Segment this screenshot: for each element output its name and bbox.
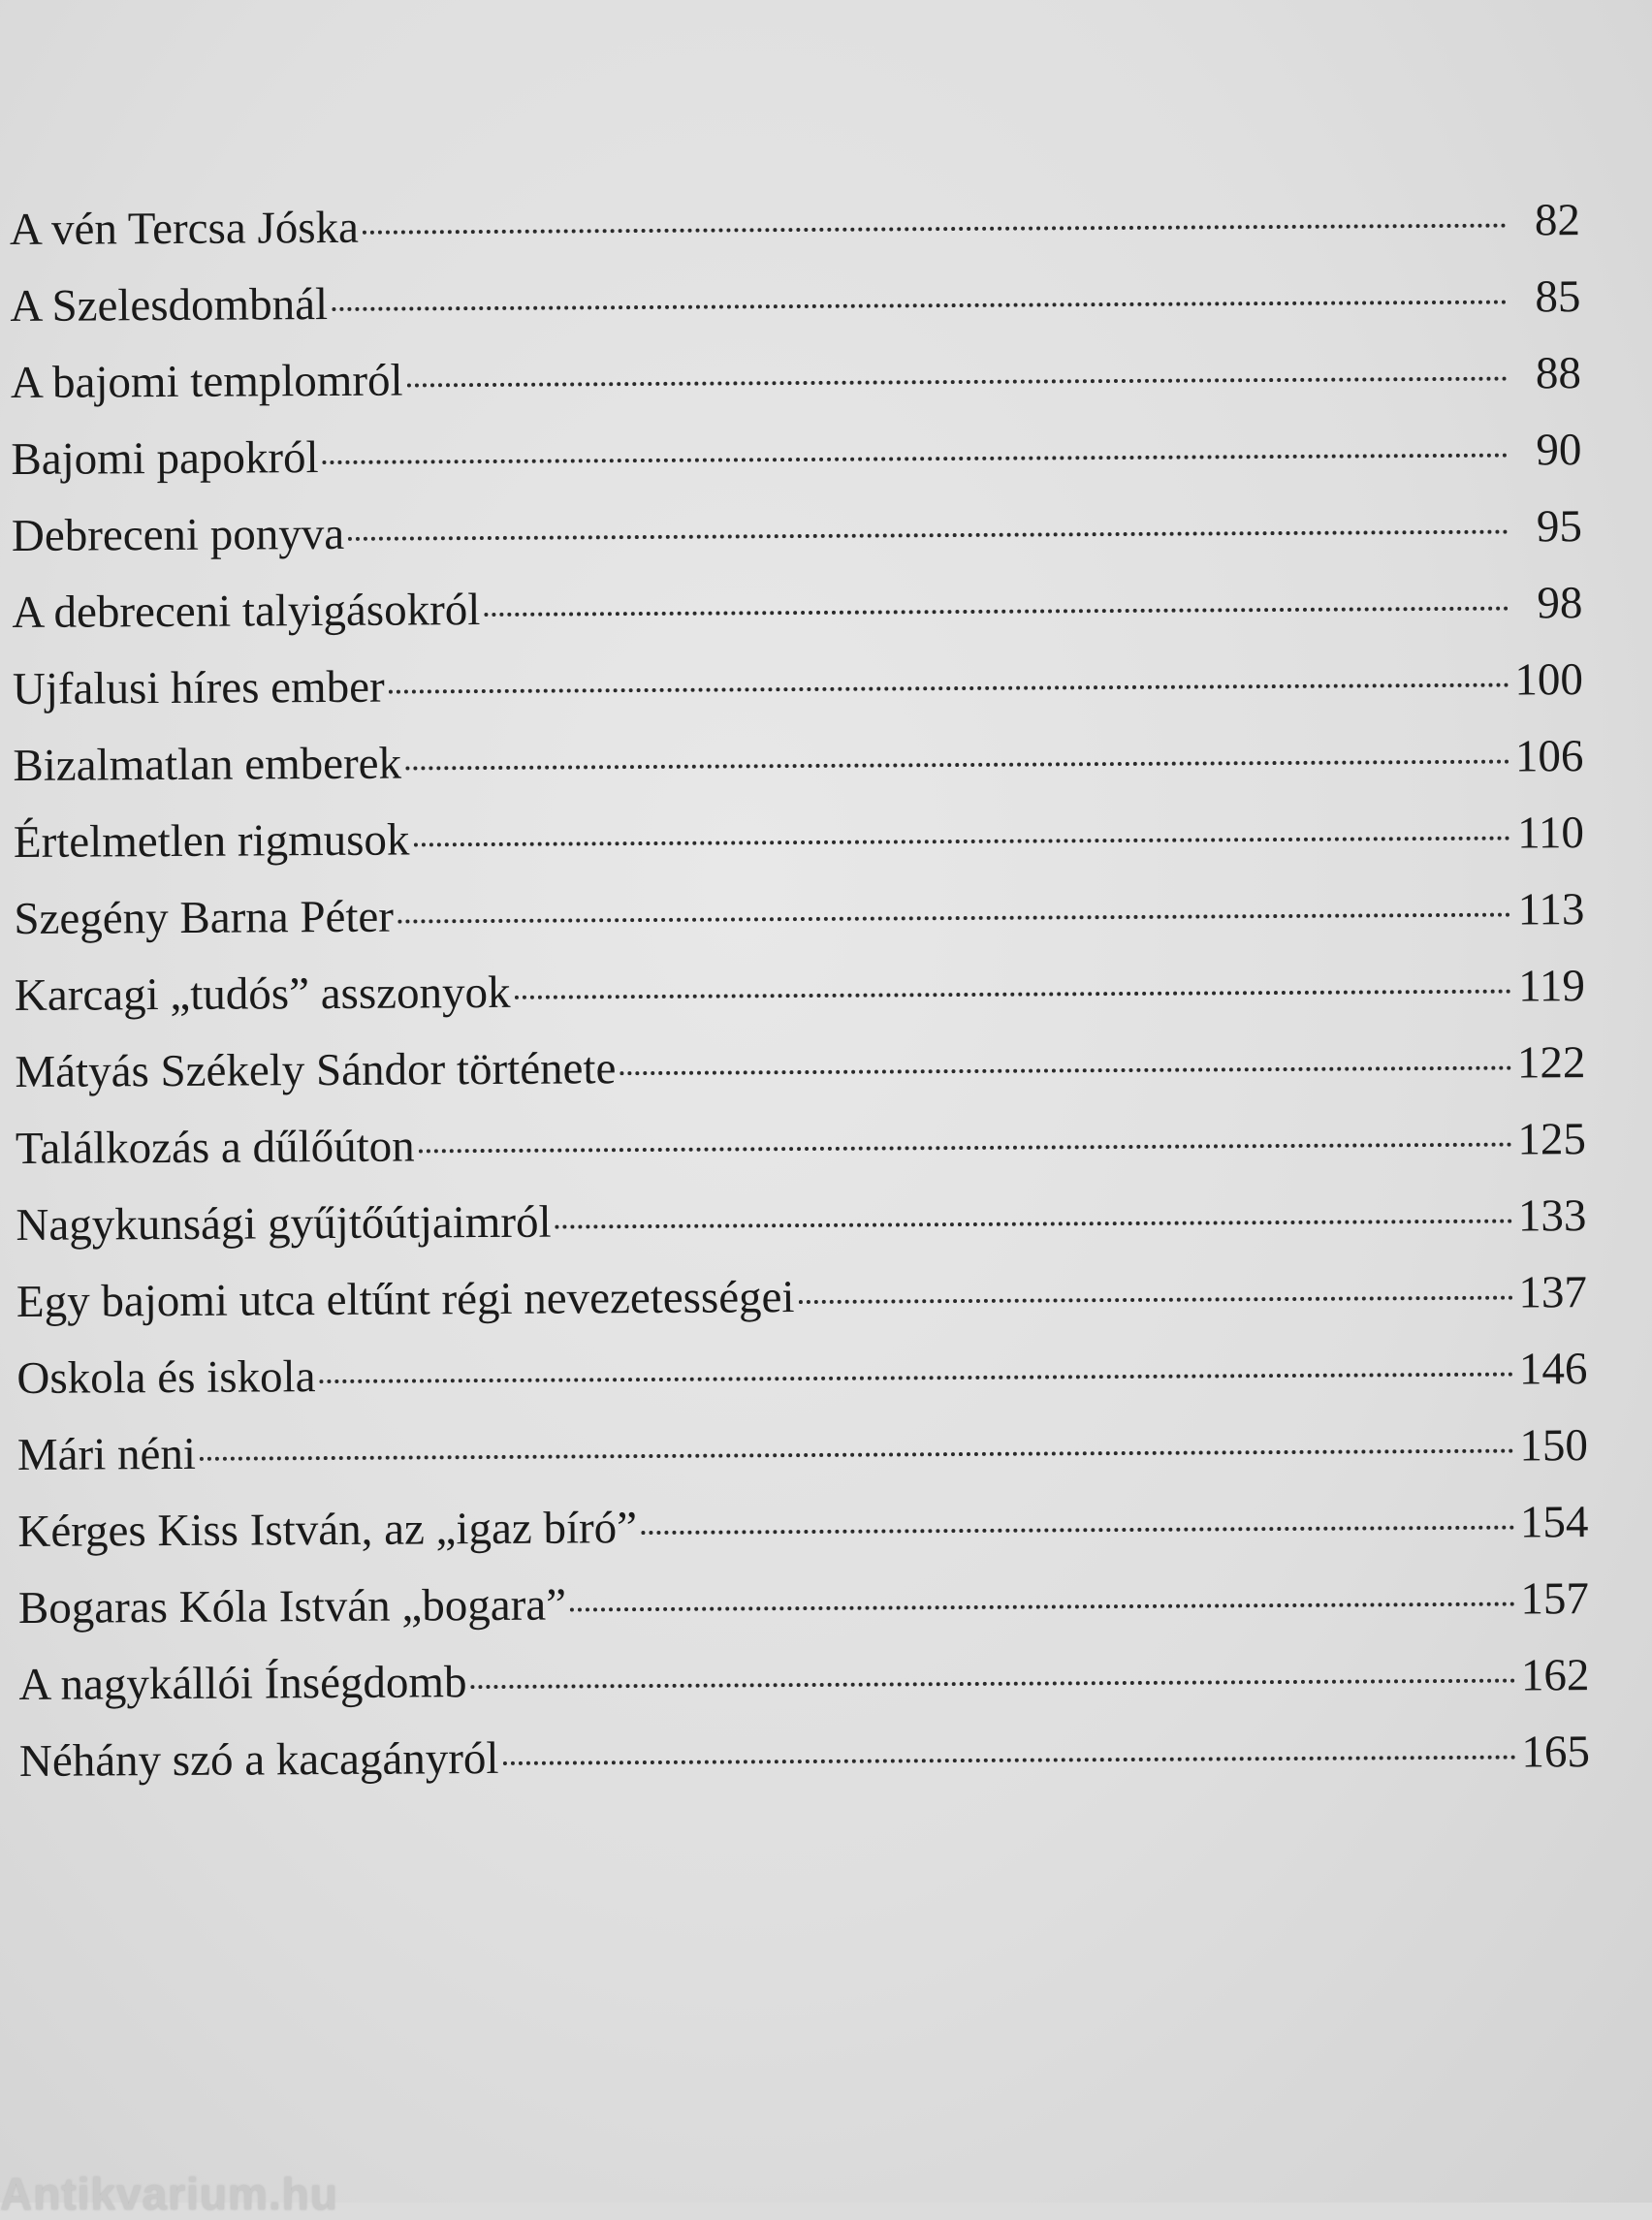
toc-entry: [11, 424, 1581, 510]
toc-entry-page: 157: [1520, 1573, 1590, 1625]
dot-leader: [389, 683, 1509, 694]
toc-entry-title: Debreceni ponyva: [11, 508, 345, 561]
dot-leader: [397, 913, 1510, 924]
toc-entry-title: Kérges Kiss István, az „igaz bíró”: [17, 1503, 638, 1557]
toc-entry: [17, 1496, 1588, 1582]
toc-entry-title: Szegény Barna Péter: [14, 891, 395, 944]
toc-entry: [15, 1036, 1585, 1123]
table-of-contents: [9, 195, 1591, 1812]
dot-leader: [200, 1449, 1513, 1461]
toc-entry-page: 85: [1535, 271, 1581, 323]
toc-entry-title: Mátyás Székely Sándor története: [15, 1043, 617, 1097]
toc-entry-title: Ujfalusi híres ember: [12, 661, 385, 714]
toc-entry-title: Találkozás a dűlőúton: [15, 1121, 415, 1174]
toc-entry-page: 165: [1521, 1727, 1591, 1778]
toc-entry-page: 137: [1518, 1267, 1588, 1318]
toc-entry: [19, 1726, 1590, 1812]
toc-entry-page: 125: [1517, 1114, 1587, 1165]
toc-entry-page: 150: [1519, 1420, 1589, 1472]
dot-leader: [419, 1143, 1512, 1154]
toc-entry-page: 146: [1518, 1344, 1588, 1395]
toc-entry: [18, 1649, 1589, 1735]
dot-leader: [413, 837, 1509, 847]
toc-entry-page: 82: [1534, 195, 1581, 246]
toc-entry-page: 162: [1520, 1650, 1590, 1701]
dot-leader: [332, 301, 1507, 311]
toc-entry-title: Bajomi papokról: [11, 432, 319, 485]
toc-entry-title: Bogaras Kóla István „bogara”: [17, 1579, 567, 1633]
toc-entry: [12, 500, 1582, 587]
watermark: Antikvarium.hu: [0, 2169, 338, 2219]
toc-entry-title: A bajomi templomról: [10, 355, 403, 408]
dot-leader: [515, 990, 1511, 999]
dot-leader: [799, 1296, 1513, 1305]
toc-entry-page: 113: [1517, 884, 1585, 936]
toc-entry: [12, 577, 1582, 663]
toc-entry: [18, 1572, 1589, 1659]
toc-entry-page: 95: [1536, 501, 1583, 553]
toc-entry-title: A debreceni talyigásokról: [12, 585, 481, 638]
dot-leader: [620, 1066, 1511, 1076]
toc-entry: [14, 807, 1584, 893]
toc-entry: [13, 730, 1583, 816]
toc-entry-page: 100: [1514, 654, 1584, 706]
dot-leader: [407, 377, 1508, 388]
toc-entry: [16, 1266, 1587, 1352]
dot-leader: [556, 1220, 1512, 1229]
toc-entry-page: 110: [1516, 808, 1585, 859]
toc-entry-page: 122: [1516, 1037, 1586, 1089]
dot-leader: [323, 454, 1509, 464]
toc-entry-page: 106: [1514, 731, 1584, 782]
toc-entry: [14, 883, 1584, 969]
toc-entry: [15, 960, 1585, 1046]
toc-entry: [13, 653, 1583, 740]
dot-leader: [471, 1679, 1515, 1690]
toc-entry-page: 133: [1517, 1190, 1587, 1242]
dot-leader: [484, 607, 1509, 617]
dot-leader: [348, 530, 1509, 541]
toc-entry-page: 90: [1536, 425, 1582, 476]
toc-entry-page: 119: [1517, 961, 1586, 1012]
toc-entry-title: A nagykállói Ínségdomb: [18, 1657, 467, 1710]
toc-entry-title: Oskola és iskola: [16, 1351, 316, 1404]
dot-leader: [641, 1526, 1514, 1536]
dot-leader: [405, 760, 1509, 771]
toc-entry: [10, 270, 1580, 357]
dot-leader: [503, 1756, 1516, 1765]
dot-leader: [320, 1373, 1513, 1384]
toc-entry: [11, 347, 1581, 433]
toc-entry-title: Karcagi „tudós” asszonyok: [14, 967, 511, 1021]
toc-entry-page: 154: [1519, 1497, 1589, 1548]
toc-entry-title: Nagykunsági gyűjtőútjaimról: [16, 1196, 552, 1251]
toc-entry: [16, 1113, 1586, 1199]
toc-entry: [16, 1189, 1586, 1276]
toc-entry-title: A Szelesdombnál: [10, 278, 329, 332]
toc-entry-page: 98: [1537, 578, 1583, 629]
dot-leader: [570, 1602, 1514, 1612]
toc-entry: [17, 1419, 1588, 1506]
toc-entry: [10, 194, 1580, 280]
dot-leader: [363, 224, 1507, 235]
toc-entry-title: Egy bajomi utca eltűnt régi nevezetességei: [16, 1272, 795, 1327]
toc-entry-title: Néhány szó a kacagányról: [18, 1732, 499, 1787]
toc-entry-title: Értelmetlen rigmusok: [13, 814, 410, 868]
toc-entry-title: Mári néni: [16, 1428, 197, 1480]
toc-entry: [16, 1343, 1587, 1429]
toc-entry-title: Bizalmatlan emberek: [13, 738, 402, 791]
toc-entry-title: A vén Tercsa Jóska: [9, 202, 360, 255]
toc-entry-page: 88: [1535, 348, 1582, 399]
